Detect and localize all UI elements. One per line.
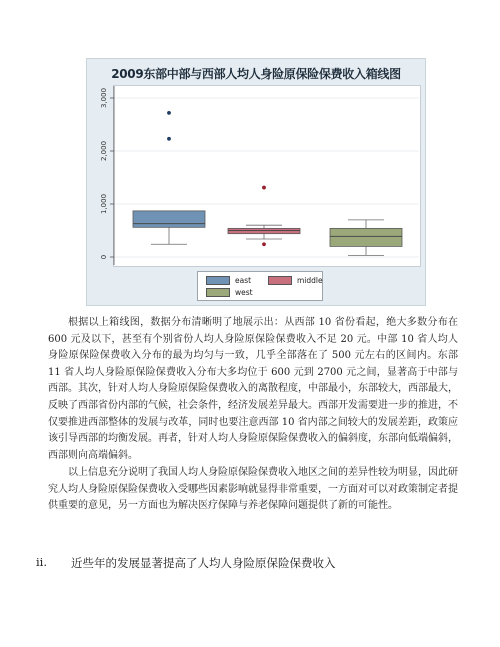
legend-label-west: west	[235, 288, 253, 297]
y-tick-label: 1,000	[100, 193, 108, 215]
box-east	[133, 211, 205, 227]
legend-swatch-west	[206, 288, 230, 297]
legend	[197, 271, 323, 301]
paragraph-conclusion: 以上信息充分说明了我国人均人身险原保险保费收入地区之间的差异性较为明显，因此研究人均人身险原保险保费收入受哪些因素影响就显得非常重要，一方面对可以对政策制定者提供重要的意见，另一方面也为解决医疗保障与养老保障问题提供了新的可能性。	[48, 467, 458, 512]
section-title: 近些年的发展显著提高了人均人身险原保险保费收入	[71, 556, 336, 570]
y-tick-label: 3,000	[100, 87, 108, 109]
legend-item-east	[206, 276, 251, 285]
outlier-middle	[262, 186, 266, 190]
outlier-middle	[262, 242, 266, 246]
box-west	[330, 228, 402, 246]
legend-item-west	[206, 288, 253, 297]
box-middle	[228, 228, 300, 233]
boxplot-svg	[87, 59, 425, 305]
legend-label-middle: middle	[297, 276, 323, 285]
chart-title: 2009东部中部与西部人均人身险原保险保费收入箱线图	[111, 67, 401, 81]
paragraph-analysis: 根据以上箱线图，数据分布清晰明了地展示出：从西部 10 省份看起，绝大多数分布在 600 元及以下，甚至有个别省份人均人身险原保险保费收入不足 20 元。中部 10 省人均人身险原保险保费收入分布的最为均匀与一致，几乎全部落在了 500 元左右的区间内。东部 11 省人均人身险原保险保费收入分布大多均位于 600 元到 2700 元之间，显著高于中部与西部。其次，针对人均人身险原保险保费收入的离散程度，中部最小，东部较大，西部最大，反映了西部省份内部的气候，社会条件，经济发展差异最大。西部开发需要进一步的推进，不仅要推进西部整体的发展与改革，同时也要注意西部 10 省内部之间较大的发展差距，政策应该引导西部的均衡发展。再者，针对人均人身险原保险保费收入的偏斜度，东部向低端偏斜，西部则向高端偏斜。	[48, 317, 458, 461]
boxplot-figure	[86, 58, 426, 306]
legend-swatch-east	[206, 276, 230, 285]
y-tick-label: 2,000	[100, 140, 108, 162]
outlier-east	[167, 137, 171, 141]
section-number: ii.	[36, 555, 48, 569]
outlier-east	[167, 111, 171, 115]
legend-label-east: east	[235, 276, 252, 285]
y-tick-label: 0	[100, 254, 108, 260]
section-heading	[36, 555, 336, 571]
legend-item-middle	[268, 276, 323, 285]
legend-swatch-middle	[268, 276, 292, 285]
